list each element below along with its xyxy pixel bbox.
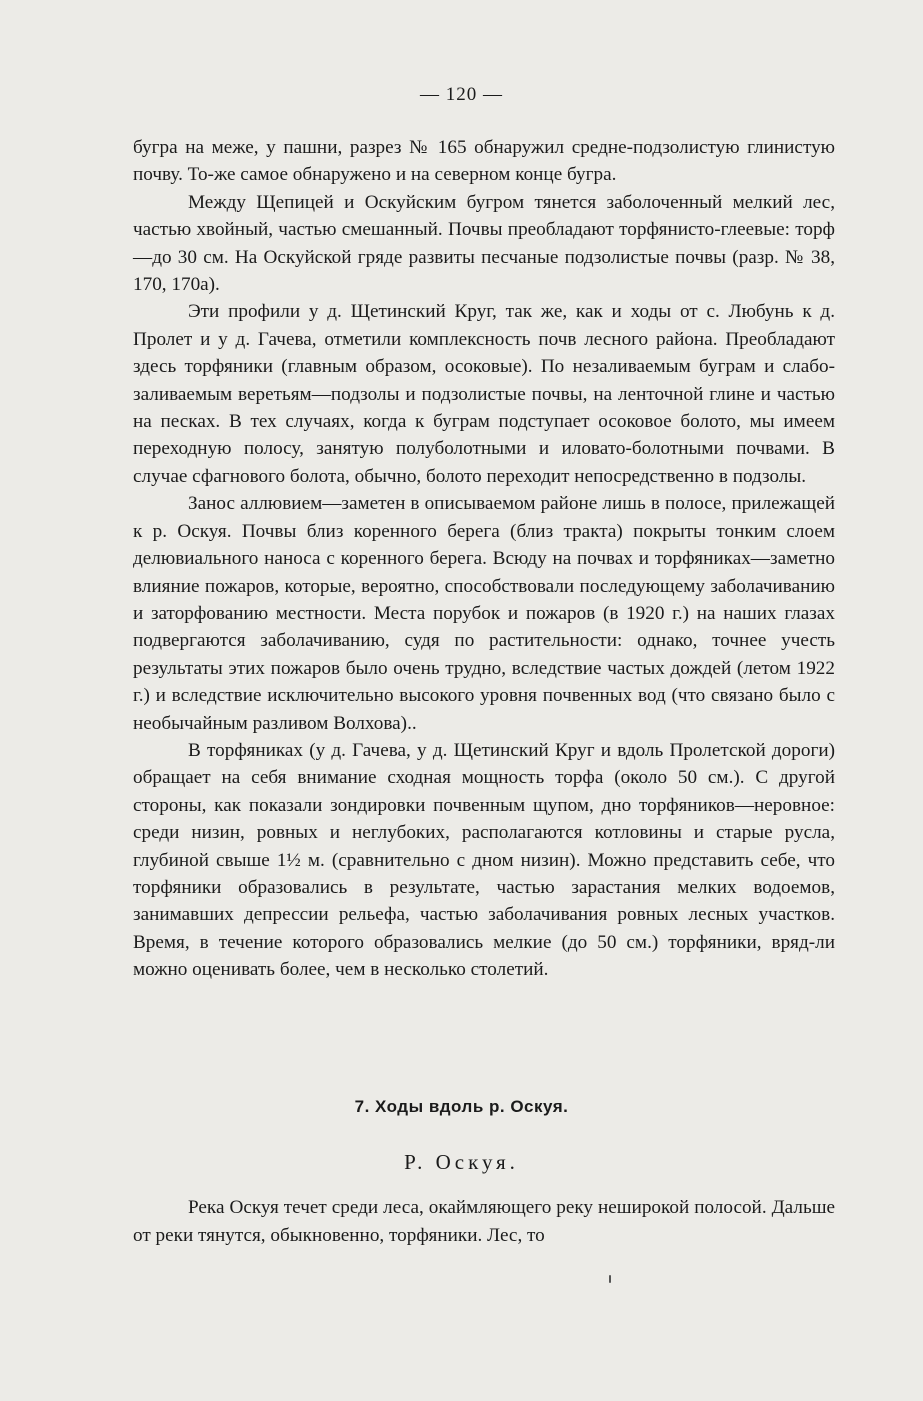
paragraph: Между Щепицей и Оскуйским бугром тянется заболоченный мелкий лес, частью хвойный, частью смешанный. Почвы преобладают торфянисто-глеевые: торф—до 30 см. На Оскуйской гряде развиты песчаные подзолистые почвы (разр. № 38, 170, 170а). (133, 191, 835, 296)
paragraph: Река Оскуя течет среди леса, окаймляющего реку неширокой полосой. Дальше от реки тянутся, обыкновенно, торфяники. Лес, то (133, 1197, 835, 1246)
body-text (133, 134, 835, 984)
paragraph: Занос аллювием—заметен в описываемом районе лишь в полосе, прилежащей к р. Оскуя. Почвы близ коренного берега (близ тракта) покрыты тонким слоем делювиального наноса с коренного берега. Всюду на почвах и торфяниках—заметно влияние пожаров, которые, вероятно, способствовали последующему заболачиванию и заторфованию местности. Места порубок и пожаров (в 1920 г.) на наших глазах подвергаются заболачиванию, судя по растительности: однако, точнее учесть результаты этих пожаров было очень трудно, вследствие частых дождей (летом 1922 г.) и вследствие исключительно высокого уровня почвенных вод (что связано было с необычайным разливом Волхова).. (133, 493, 835, 734)
paragraph: Эти профили у д. Щетинский Круг, так же, как и ходы от с. Любунь к д. Пролет и у д. Гачева, отметили комплексность почв лесного района. Преобладают здесь торфяники (главным образом, осоковые). По незаливаемым буграм и слабо-заливаемым веретьям—подзолы и подзолистые почвы, на ленточной глине и частью на песках. В тех случаях, когда к буграм подступает осоковое болото, мы имеем переходную полосу, занятую полуболотными и иловато-болотными почвами. В случае сфагнового болота, обычно, болото переходит непосредственно в подзолы. (133, 301, 835, 487)
print-speck (609, 1275, 611, 1283)
paragraph: бугра на меже, у пашни, разрез № 165 обнаружил средне-подзолистую глинистую почву. То-же самое обнаружено и на северном конце бугра. (133, 137, 835, 186)
subsection-heading: Р. Оскуя. (404, 1150, 519, 1174)
paragraph: В торфяниках (у д. Гачева, у д. Щетинский Круг и вдоль Пролетской дороги) обращает на себя внимание сходная мощность торфа (около 50 см.). С другой стороны, как показали зондировки почвенным щупом, дно торфяников—неровное: среди низин, ровных и неглубоких, располагаются котловины и старые русла, глубиной свыше 1½ м. (сравнительно с дном низин). Можно представить себе, что торфяники образовались в результате, частью зарастания мелких водоемов, занимавших депрессии рельефа, частью заболачивания ровных лесных участков. Время, в течение которого образовались мелкие (до 50 см.) торфяники, вряд-ли можно оценивать более, чем в несколько столетий. (133, 739, 835, 981)
body-text-continuation (133, 1194, 835, 1250)
section-heading: 7. Ходы вдоль р. Оскуя. (354, 1097, 569, 1116)
page-number: — 120 — (420, 84, 503, 105)
